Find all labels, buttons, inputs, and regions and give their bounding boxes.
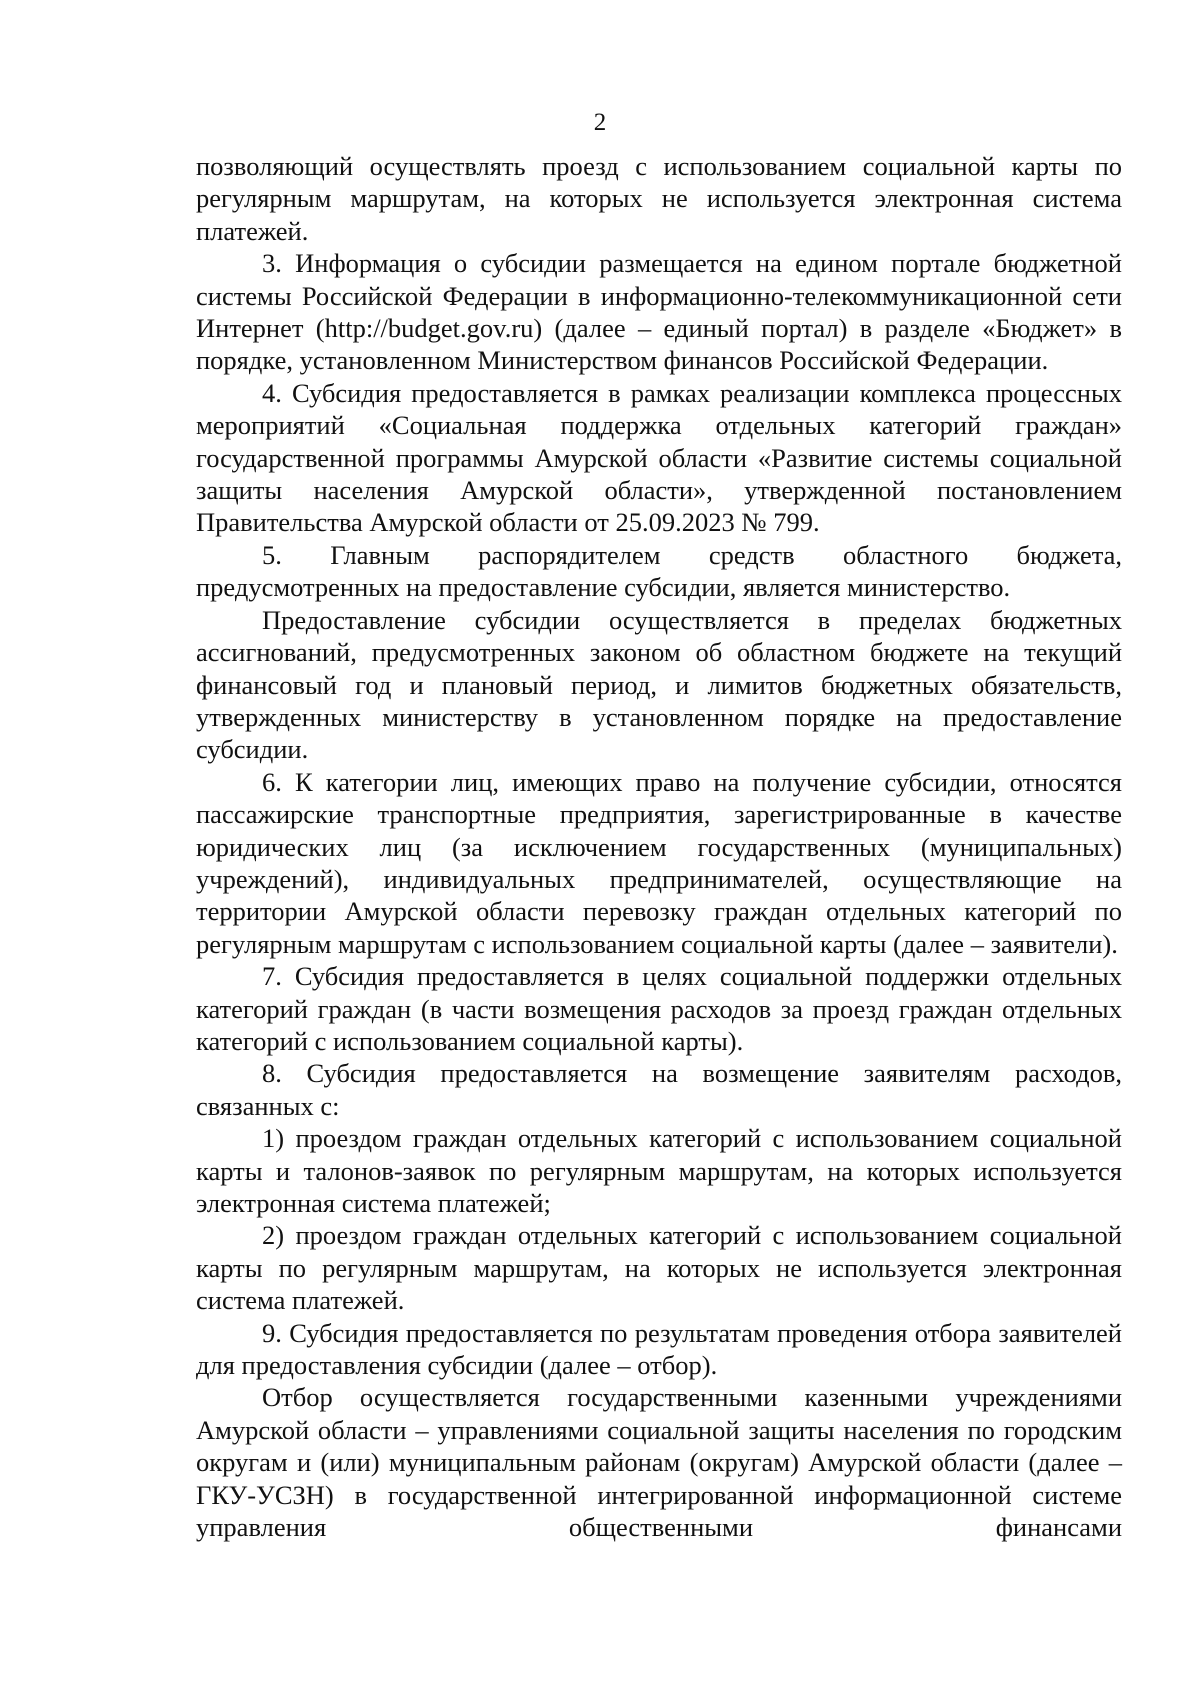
- page-number: 2: [593, 109, 607, 136]
- paragraph-4-program: 4. Субсидия предоставляется в рамках реализации комплекса процессных мероприятий «Социальная поддержка отдельных категорий граждан» государственной программы Амурской области «Развитие системы социальной защиты населения Амурской области», утвержденной постановлением Правительства Амурской области от 25.09.2023 № 799.: [196, 377, 1122, 538]
- paragraph-7-purpose: 7. Субсидия предоставляется в целях социальной поддержки отдельных категорий граждан (в части возмещения расходов за проезд граждан отдельных категорий с использованием социальной карты).: [196, 961, 1122, 1056]
- paragraph-6-applicants: 6. К категории лиц, имеющих право на получение субсидии, относятся пассажирские транспортные предприятия, зарегистрированные в качестве юридических лиц (за исключением государственных (муниципальных) учреждений), индивидуальных предпринимателей, осуществляющие на территории Амурской области перевозку граждан отдельных категорий по регулярным маршрутам с использованием социальной карты (далее – заявители).: [196, 766, 1122, 959]
- list-item-1: 1) проездом граждан отдельных категорий с использованием социальной карты и талонов-заявок по регулярным маршрутам, на которых используется электронная система платежей;: [196, 1123, 1122, 1218]
- paragraph-9-selection: 9. Субсидия предоставляется по результатам проведения отбора заявителей для предоставления субсидии (далее – отбор).: [196, 1317, 1122, 1381]
- paragraph-3-portal-info: 3. Информация о субсидии размещается на едином портале бюджетной системы Российской Федерации в информационно-телекоммуникационной сети Интернет (http://budget.gov.ru) (далее – единый портал) в разделе «Бюджет» в порядке, установленном Министерством финансов Российской Федерации.: [196, 248, 1122, 376]
- paragraph-selection-procedure: Отбор осуществляется государственными казенными учреждениями Амурской области – управлениями социальной защиты населения по городским округам и (или) муниципальным районам (округам) Амурской области (далее – ГКУ-УСЗН) в государственной интегрированной информационной системе управления общественными финансами: [196, 1382, 1122, 1543]
- list-item-2: 2) проездом граждан отдельных категорий с использованием социальной карты по регулярным маршрутам, на которых не используется электронная система платежей.: [196, 1220, 1122, 1316]
- paragraph-budget-limits: Предоставление субсидии осуществляется в пределах бюджетных ассигнований, предусмотренных законом об областном бюджете на текущий финансовый год и плановый период, и лимитов бюджетных обязательств, утвержденных министерству в установленном порядке на предоставление субсидии.: [196, 604, 1122, 765]
- paragraph-continuation: позволяющий осуществлять проезд с использованием социальной карты по регулярным маршрутам, на которых не используется электронная система платежей.: [196, 151, 1122, 246]
- paragraph-5-main-manager: 5. Главным распорядителем средств областного бюджета, предусмотренных на предоставление субсидии, является министерство.: [196, 539, 1122, 603]
- paragraph-8-reimbursement: 8. Субсидия предоставляется на возмещение заявителям расходов, связанных с:: [196, 1058, 1122, 1121]
- document-body: [196, 150, 1122, 1543]
